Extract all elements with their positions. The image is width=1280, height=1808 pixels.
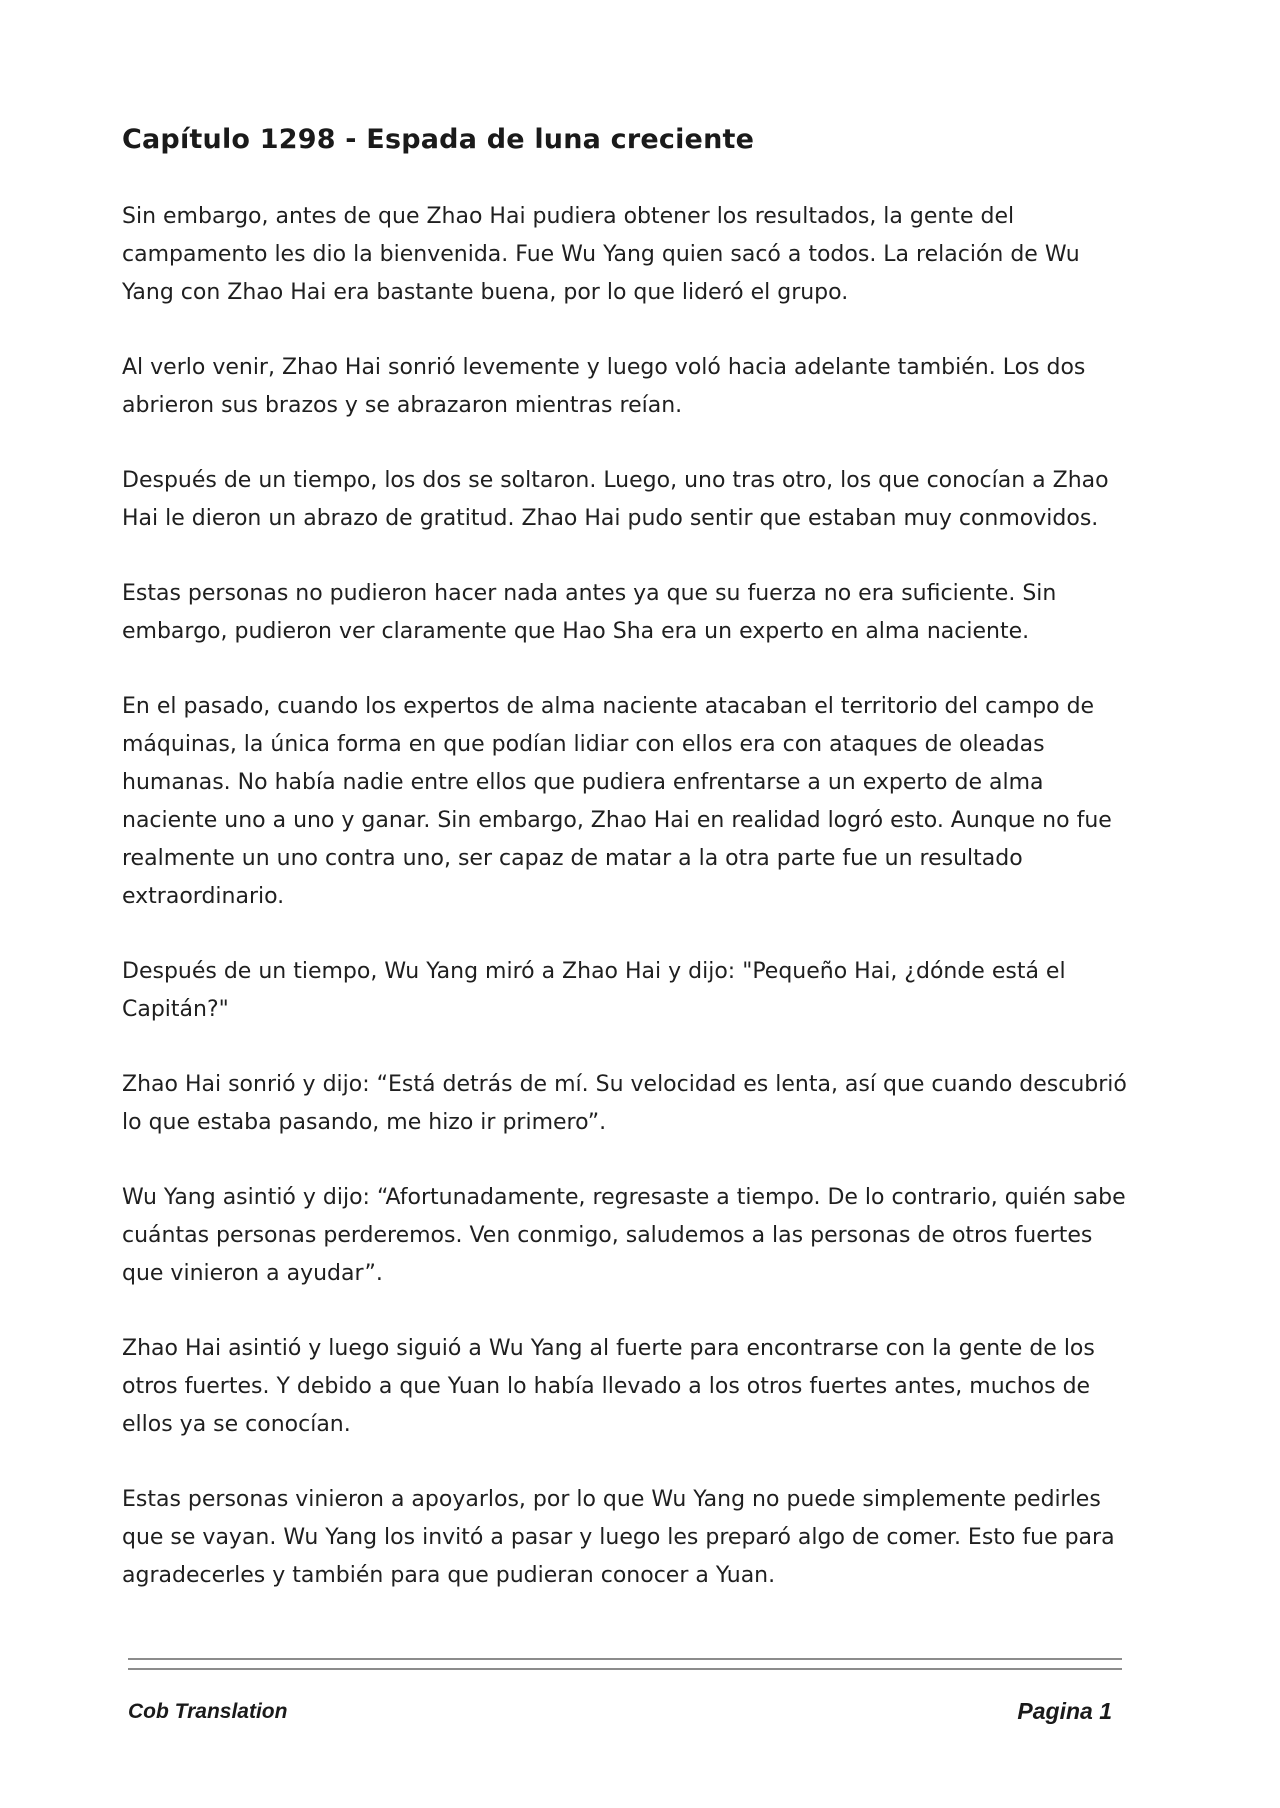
paragraph: Después de un tiempo, Wu Yang miró a Zhao Hai y dijo: "Pequeño Hai, ¿dónde está el Capitán?" (122, 959, 1066, 1022)
paragraph: Estas personas no pudieron hacer nada antes ya que su fuerza no era suficiente. Sin embargo, pudieron ver claramente que Hao Sha era un experto en alma naciente. (122, 581, 1057, 644)
paragraph: Después de un tiempo, los dos se soltaron. Luego, uno tras otro, los que conocían a Zhao Hai le dieron un abrazo de gratitud. Zhao Hai pudo sentir que estaban muy conmovidos. (122, 468, 1109, 531)
footer-page-number: Pagina 1 (1017, 1698, 1112, 1724)
paragraph: Al verlo venir, Zhao Hai sonrió levemente y luego voló hacia adelante también. Los dos abrieron sus brazos y se abrazaron mientras reían. (122, 355, 1086, 418)
chapter-body (122, 198, 1132, 1632)
footer-divider-top (128, 1658, 1122, 1660)
paragraph: Estas personas vinieron a apoyarlos, por lo que Wu Yang no puede simplemente pedirles que se vayan. Wu Yang los invitó a pasar y luego les preparó algo de comer. Esto fue para agradecerles y también para que pudieran conocer a Yuan. (122, 1487, 1115, 1588)
paragraph: Zhao Hai asintió y luego siguió a Wu Yang al fuerte para encontrarse con la gente de los otros fuertes. Y debido a que Yuan lo había llevado a los otros fuertes antes, muchos de ellos ya se conocían. (122, 1336, 1095, 1437)
paragraph: En el pasado, cuando los expertos de alma naciente atacaban el territorio del campo de máquinas, la única forma en que podían lidiar con ellos era con ataques de oleadas humanas. No había nadie entre ellos que pudiera enfrentarse a un experto de alma naciente uno a uno y ganar. Sin embargo, Zhao Hai en realidad logró esto. Aunque no fue realmente un uno contra uno, ser capaz de matar a la otra parte fue un resultado extraordinario. (122, 694, 1112, 909)
paragraph: Zhao Hai sonrió y dijo: “Está detrás de mí. Su velocidad es lenta, así que cuando descubrió lo que estaba pasando, me hizo ir primero”. (122, 1072, 1127, 1135)
footer-divider-bottom (128, 1668, 1122, 1670)
footer-translator-credit: Cob Translation (128, 1700, 288, 1723)
paragraph: Sin embargo, antes de que Zhao Hai pudiera obtener los resultados, la gente del campamento les dio la bienvenida. Fue Wu Yang quien sacó a todos. La relación de Wu Yang con Zhao Hai era bastante buena, por lo que lideró el grupo. (122, 204, 1080, 305)
paragraph: Wu Yang asintió y dijo: “Afortunadamente, regresaste a tiempo. De lo contrario, quién sabe cuántas personas perderemos. Ven conmigo, saludemos a las personas de otros fuertes que vinieron a ayudar”. (122, 1185, 1126, 1286)
chapter-title: Capítulo 1298 - Espada de luna creciente (122, 124, 755, 155)
